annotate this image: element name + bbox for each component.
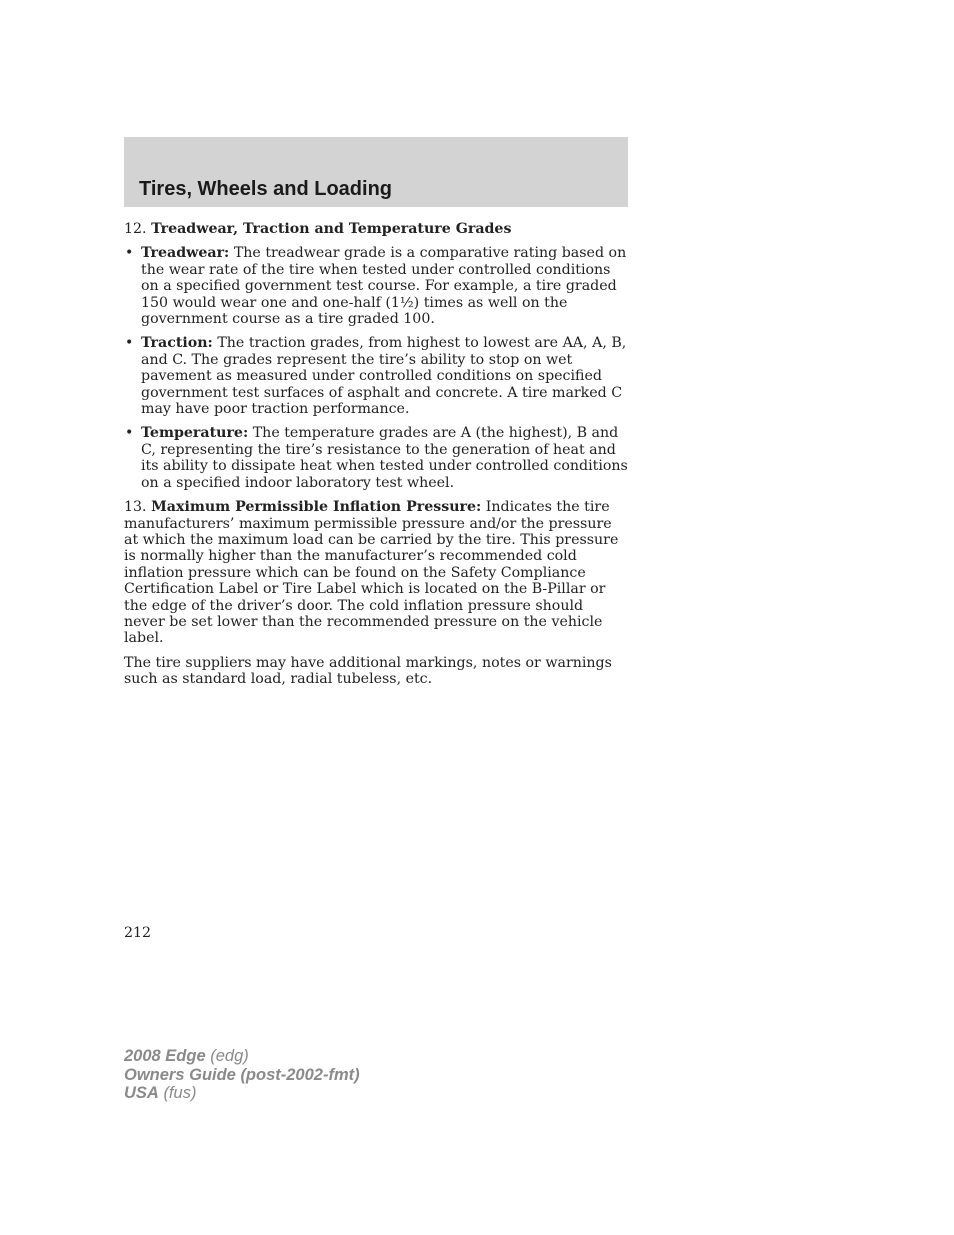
- page-content: [124, 221, 628, 696]
- section-header-band: [124, 137, 628, 207]
- item-13-number: 13.: [124, 499, 147, 516]
- item-13-title: Maximum Permissible Inflation Pressure:: [151, 499, 482, 516]
- grades-bullet-list: [124, 245, 628, 491]
- closing-paragraph: The tire suppliers may have additional markings, notes or warnings such as standard load, radial tubeless, etc.: [124, 654, 612, 688]
- bullet-icon: •: [125, 245, 134, 262]
- section-title: Tires, Wheels and Loading: [139, 178, 393, 200]
- bullet-text: The treadwear grade is a comparative rating based on the wear rate of the tire when tested under controlled conditions on a specified government test course. For example, a tire graded 150 would wear one and one-half (1½) times as well on the government course as a tire graded 100.: [141, 245, 627, 328]
- item-12-title: Treadwear, Traction and Temperature Grades: [151, 221, 512, 237]
- bullet-icon: •: [125, 335, 134, 352]
- footer-model-code: (edg): [210, 1047, 249, 1065]
- bullet-treadwear: [124, 245, 628, 327]
- bullet-icon: •: [125, 425, 134, 442]
- footer-line-2: Owners Guide (post-2002-fmt): [124, 1065, 360, 1084]
- footer-line-3: [124, 1084, 360, 1103]
- footer-line-1: [124, 1047, 360, 1066]
- bullet-text: The temperature grades are A (the highest), B and C, representing the tire’s resistance to the generation of heat and its ability to dissipate heat when tested under controlled conditions on a specified indoor laboratory test wheel.: [141, 425, 628, 491]
- item-12-number: 12.: [124, 221, 147, 237]
- footer-region: USA: [124, 1084, 159, 1102]
- bullet-label: Traction:: [141, 335, 213, 352]
- document-footer: [124, 1047, 360, 1103]
- bullet-traction: [124, 335, 628, 417]
- footer-model: 2008 Edge: [124, 1047, 206, 1065]
- bullet-label: Temperature:: [141, 425, 249, 442]
- item-13-paragraph: [124, 499, 628, 647]
- item-12-heading: [124, 221, 628, 237]
- item-13-text: Indicates the tire manufacturers’ maximum permissible pressure and/or the pressure at which the maximum load can be carried by the tire. This pressure is normally higher than the manufacturer’s recommended cold inflation pressure which can be found on the Safety Compliance Certification Label or Tire Label which is located on the B-Pillar or the edge of the driver’s door. The cold inflation pressure should never be set lower than the recommended pressure on the vehicle label.: [124, 499, 619, 647]
- page-number: 212: [124, 925, 152, 941]
- footer-region-code: (fus): [163, 1084, 197, 1102]
- bullet-text: The traction grades, from highest to lowest are AA, A, B, and C. The grades represent the tire’s ability to stop on wet pavement as measured under controlled conditions on specified government test surfaces of asphalt and concrete. A tire marked C may have poor traction performance.: [141, 335, 627, 418]
- bullet-label: Treadwear:: [141, 245, 230, 262]
- bullet-temperature: [124, 425, 628, 491]
